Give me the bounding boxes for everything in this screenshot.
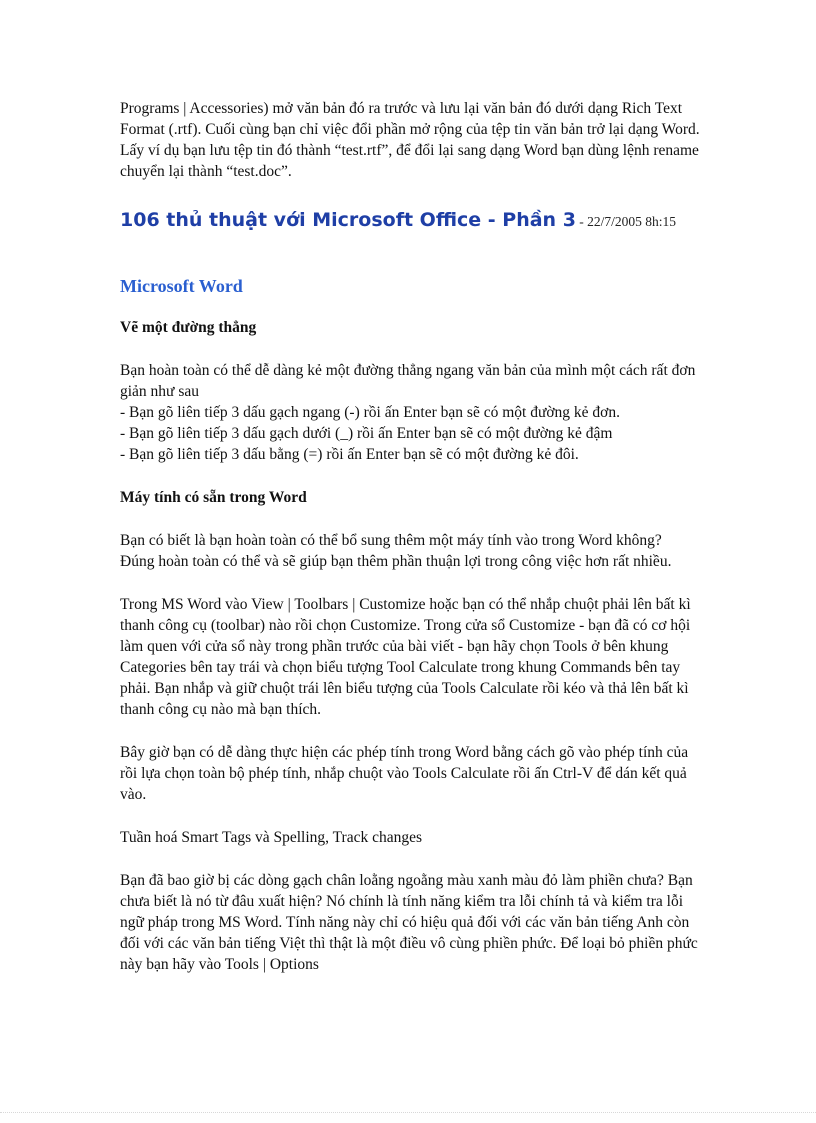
article-title [120,210,700,232]
page-bottom-divider [0,1112,816,1113]
tip-paragraph: Bạn có biết là bạn hoàn toàn có thể bổ sung thêm một máy tính vào trong Word không? Đúng hoàn toàn có thể và sẽ giúp bạn thêm phần thuận lợi trong công việc hơn rất nhiều. [120,532,672,570]
tip-paragraph: Bây giờ bạn có dễ dàng thực hiện các phép tính trong Word bằng cách gõ vào phép tính của rồi lựa chọn toàn bộ phép tính, nhắp chuột vào Tools Calculate rồi ấn Ctrl-V để dán kết quả vào. [120,744,689,803]
tip-line: Bạn hoàn toàn có thể dễ dàng kẻ một đường thẳng ngang văn bản của mình một cách rất đơn giản như sau [120,362,696,400]
tip-line: - Bạn gõ liên tiếp 3 dấu gạch ngang (-) rồi ấn Enter bạn sẽ có một đường kẻ đơn. [120,404,620,421]
tip-heading-draw-line: Vẽ một đường thẳng [120,319,257,336]
tip-line: - Bạn gõ liên tiếp 3 dấu gạch dưới (_) rồi ấn Enter bạn sẽ có một đường kẻ đậm [120,425,613,442]
document-page [120,98,700,997]
tip-body-draw-line [120,360,700,465]
tip-paragraph: Bạn đã bao giờ bị các dòng gạch chân loằng ngoằng màu xanh màu đỏ làm phiền chưa? Bạn chưa biết là nó từ đâu xuất hiện? Nó chính là tính năng kiểm tra lỗi chính tả và kiểm tra lỗi ngữ pháp trong MS Word. Tính năng này chỉ có hiệu quả đối với các văn bản tiếng Anh còn đối với các văn bản tiếng Việt thì thật là một điều vô cùng phiền phức. Để loại bỏ phiền phức này bạn hãy vào Tools | Options [120,872,698,973]
article-date: - 22/7/2005 8h:15 [575,214,677,229]
section-title: Microsoft Word [120,276,243,296]
tip-line: - Bạn gõ liên tiếp 3 dấu bằng (=) rồi ấn Enter bạn sẽ có một đường kẻ đôi. [120,446,579,463]
intro-paragraph: Programs | Accessories) mở văn bản đó ra trước và lưu lại văn bản đó dưới dạng Rich Text Format (.rtf). Cuối cùng bạn chỉ việc đổi phần mở rộng của tệp tin văn bản trở lại dạng Word. Lấy ví dụ bạn lưu tệp tin đó thành “test.rtf”, để đổi lại sang dạng Word bạn dùng lệnh rename chuyển lại thành “test.doc”. [120,100,700,180]
tip-heading-smart-tags: Tuần hoá Smart Tags và Spelling, Track changes [120,829,423,846]
article-title-text: 106 thủ thuật với Microsoft Office - Phần 3 [120,209,576,231]
tip-paragraph: Trong MS Word vào View | Toolbars | Customize hoặc bạn có thể nhắp chuột phải lên bất kì thanh công cụ (toolbar) nào rồi chọn Customize. Trong cửa sổ Customize - bạn đã có cơ hội làm quen với cửa sổ này trong phần trước của bài viết - bạn hãy chọn Tools ở bên khung Categories bên tay trái và chọn biểu tượng Tool Calculate trong khung Commands bên tay phải. Bạn nhắp và giữ chuột trái lên biểu tượng của Tools Calculate rồi kéo và thả lên bất kì thanh công cụ nào mà bạn thích. [120,596,691,718]
tip-heading-calculator: Máy tính có sẵn trong Word [120,489,307,506]
